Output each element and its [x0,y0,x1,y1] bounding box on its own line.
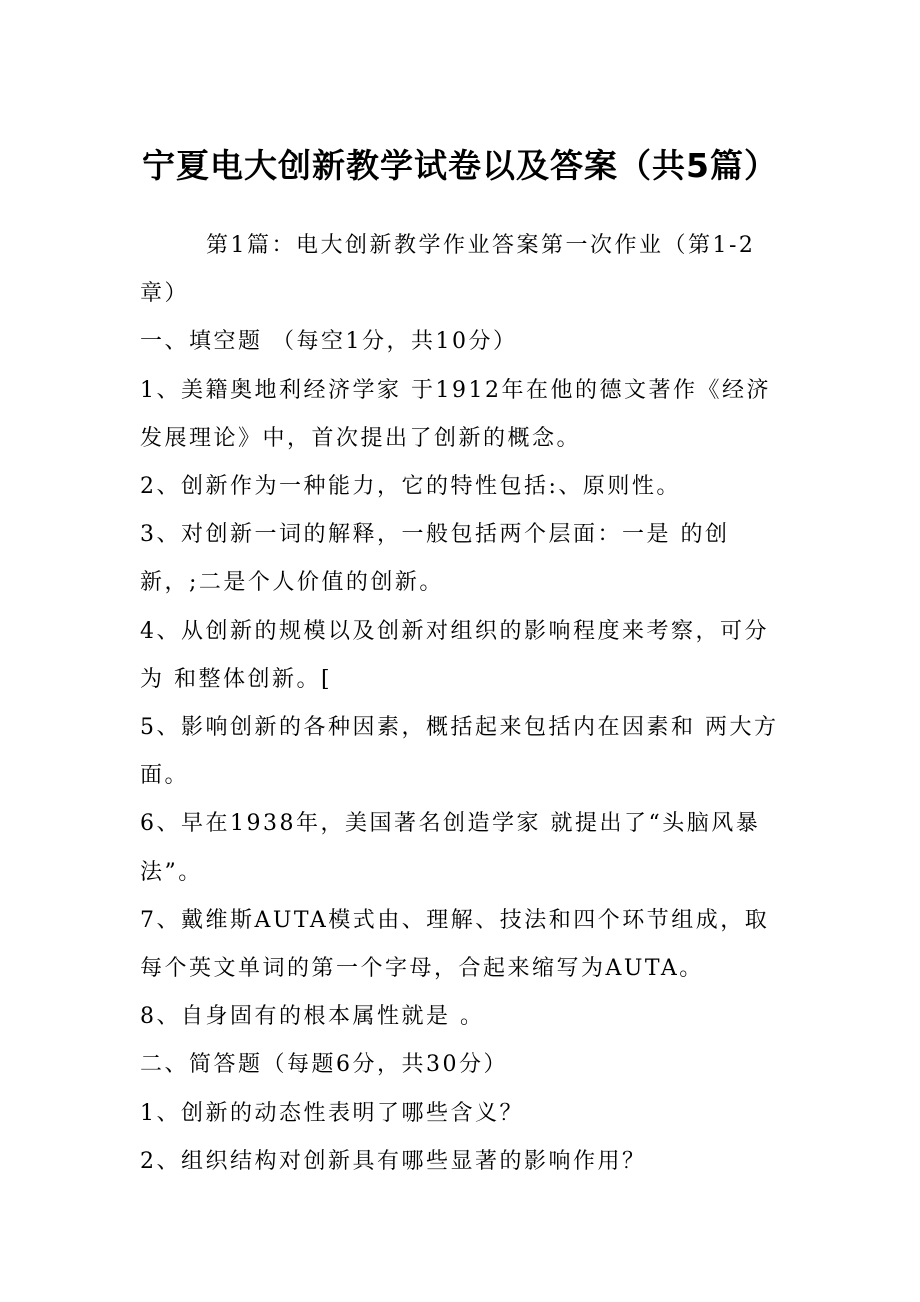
question-fill-6: 6、早在1938年，美国著名创造学家 就提出了“头脑风暴法”。 [140,811,761,885]
section-heading-fill-in: 一、填空题 （每空1分，共10分） [140,329,518,355]
question-fill-1: 1、美籍奥地利经济学家 于1912年在他的德文著作《经济发展理论》中，首次提出了创新的概念。 [140,377,771,451]
section-heading-part-1: 第1篇：电大创新教学作业答案第一次作业（第1-2章） [140,233,756,307]
question-fill-4: 4、从创新的规模以及创新对组织的影响程度来考察，可分为 和整体创新。[ [140,618,769,692]
question-fill-7: 7、戴维斯AUTA模式由、理解、技法和四个环节组成，取每个英文单词的第一个字母，合起来缩写为AUTA。 [140,907,770,982]
section-heading-short-answer: 二、简答题（每题6分，共30分） [140,1052,508,1078]
document-body [140,222,780,1186]
question-short-2: 2、组织结构对创新具有哪些显著的影响作用？ [140,1148,647,1174]
question-fill-2: 2、创新作为一种能力，它的特性包括:、原则性。 [140,474,681,500]
document-title: 宁夏电大创新教学试卷以及答案（共5篇） [142,146,778,185]
question-fill-5: 5、影响创新的各种因素，概括起来包括内在因素和 两大方面。 [140,715,779,789]
question-short-1: 1、创新的动态性表明了哪些含义？ [140,1100,524,1126]
question-fill-3: 3、对创新一词的解释，一般包括两个层面：一是 的创新，;二是个人价值的创新。 [140,522,730,596]
question-fill-8: 8、自身固有的根本属性就是 。 [140,1004,485,1030]
